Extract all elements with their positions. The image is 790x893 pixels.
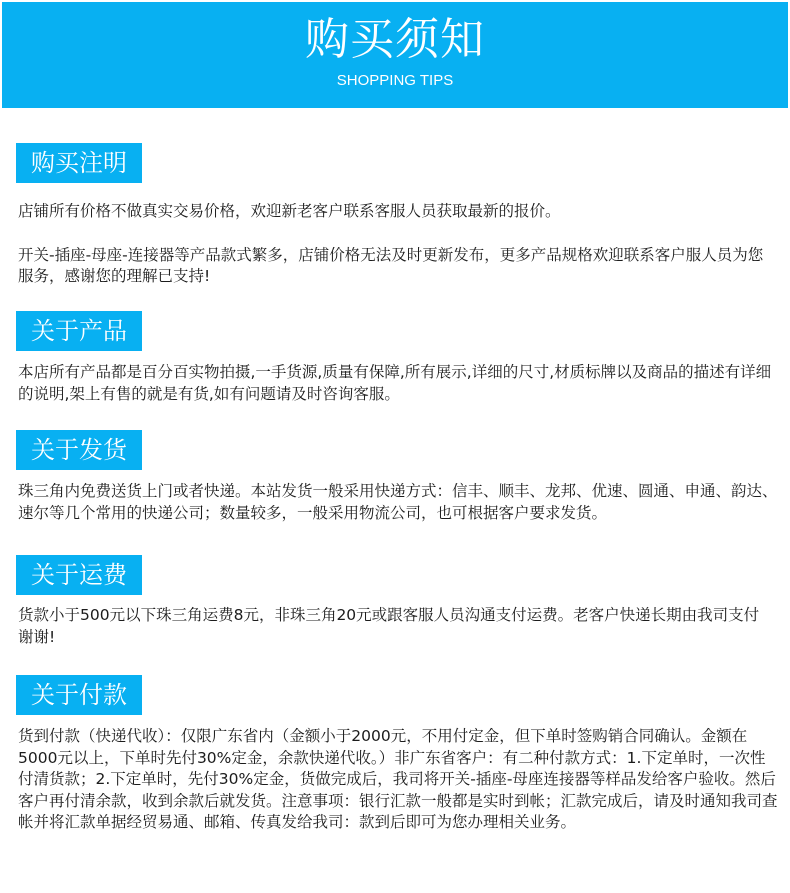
section-heading: 购买注明 [16,143,142,183]
paragraph: 货款小于500元以下珠三角运费8元，非珠三角20元或跟客服人员沟通支付运费。老客户快递长期由我司支付 谢谢! [18,606,760,646]
paragraph: 本店所有产品都是百分百实物拍摄,一手货源,质量有保障,所有展示,详细的尺寸,材质标牌以及商品的描述有详细的说明,架上有售的就是有货,如有问题请及时咨询客服。 [18,363,772,403]
paragraph: 开关-插座-母座-连接器等产品款式繁多，店铺价格无法及时更新发布，更多产品规格欢迎联系客户服人员为您服务，感谢您的理解已支持! [18,245,764,285]
section-body [18,726,778,834]
section-body [18,201,778,288]
shopping-tips-banner [2,2,788,108]
banner-title: 购买须知 [305,14,485,65]
section-heading: 关于产品 [16,311,142,351]
banner-subtitle: SHOPPING TIPS [336,72,454,89]
paragraph: 货到付款（快递代收）：仅限广东省内（金额小于2000元，不用付定金，但下单时签购销合同确认。金额在5000元以上，下单时先付30%定金，余款快递代收。）非广东省客户：有二种付款方式：1.下定单时，一次性付清货款；2.下定单时，先付30%定金，货做完成后，我司将开关-插座-母座连接器等样品发给客户验收。然后客户再付清余款，收到余款后就发货。注意事项：银行汇款一般都是实时到帐；汇款完成后，请及时通知我司查帐并将汇款单据经贸易通、邮箱、传真发给我司：款到后即可为您办理相关业务。 [18,727,778,831]
section-heading: 关于发货 [16,430,142,470]
paragraph: 店铺所有价格不做真实交易价格，欢迎新老客户联系客服人员获取最新的报价。 [18,202,561,220]
paragraph: 珠三角内免费送货上门或者快递。本站发货一般采用快递方式：信丰、顺丰、龙邦、优速、圆通、申通、韵达、速尔等几个常用的快递公司；数量较多，一般采用物流公司，也可根据客户要求发货。 [18,482,778,522]
section-body [18,481,778,524]
section-heading: 关于运费 [16,555,142,595]
section-body [18,362,778,405]
section-body [18,605,778,648]
section-heading: 关于付款 [16,675,142,715]
